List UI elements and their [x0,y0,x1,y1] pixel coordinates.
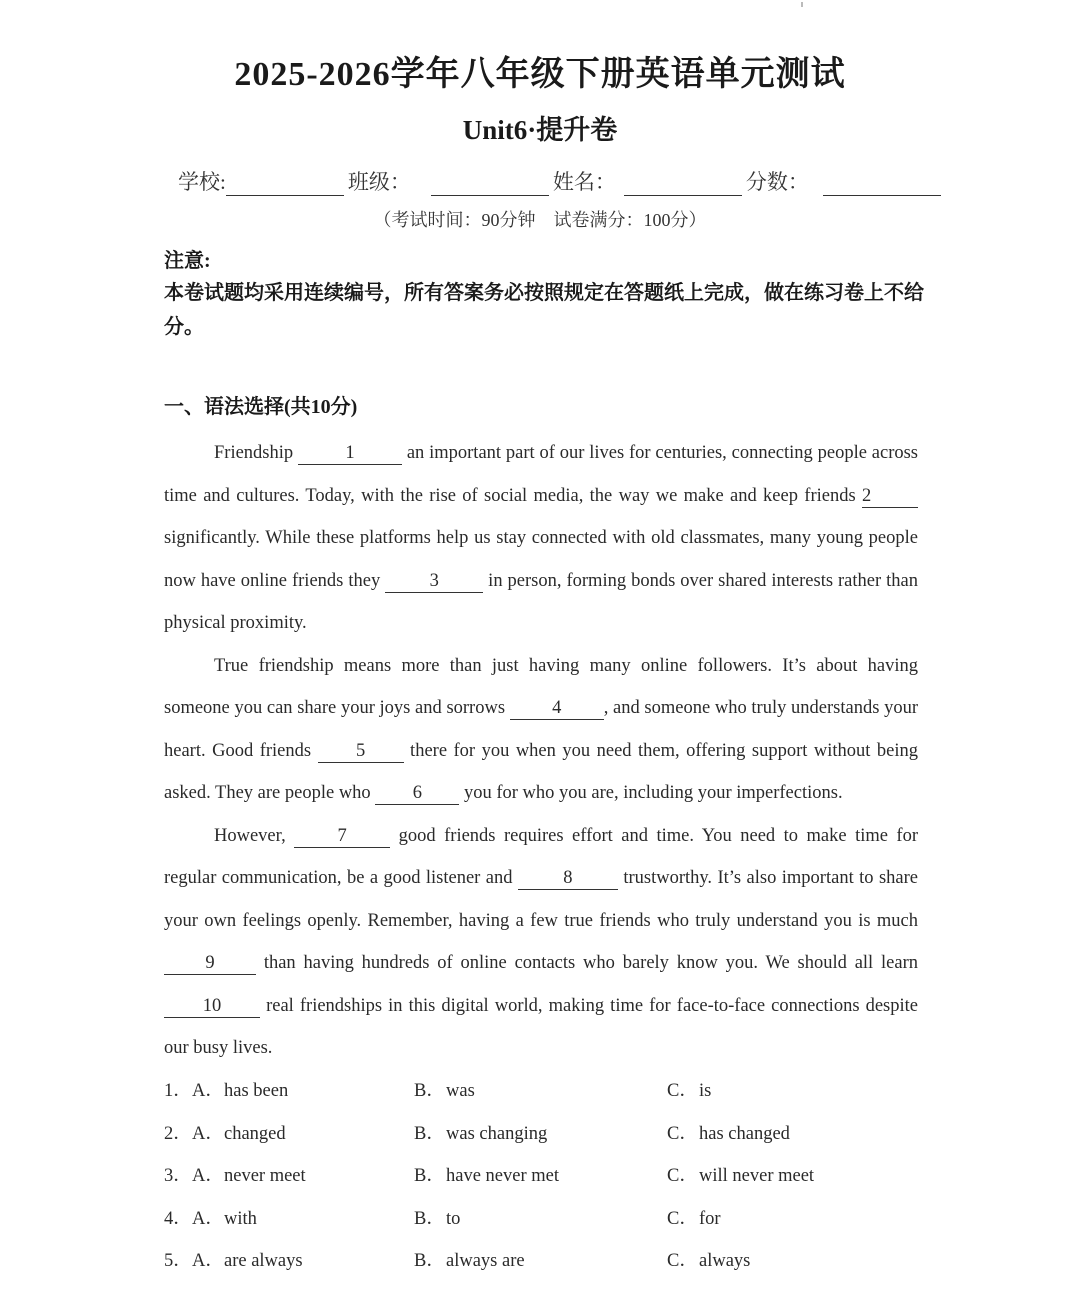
score-field[interactable] [823,171,941,196]
passage-text: trustworthy. It’s also important to share your own feelings openly. Remember, having a few true friends who truly understand you is much [164,868,918,931]
option-c[interactable] [667,1240,750,1283]
option-letter: C． [667,1251,698,1271]
option-letter: B． [414,1081,445,1101]
option-text: is [699,1081,712,1101]
option-c[interactable] [667,1113,790,1156]
option-b[interactable] [414,1113,547,1156]
student-info-row [178,160,945,196]
passage-text: you for who you are, including your imperfections. [459,783,843,803]
option-text: always are [446,1251,525,1271]
blank-4[interactable]: 4 [510,697,604,720]
name-field[interactable] [624,171,742,196]
option-a[interactable] [192,1198,257,1241]
class-field[interactable] [431,171,549,196]
question-number: 4． [164,1208,192,1229]
school-label: 学校: [178,170,226,194]
question-row [164,1070,924,1113]
passage-text: Friendship [214,443,298,463]
option-text: has been [224,1081,289,1101]
reading-passage [164,432,918,1070]
blank-8[interactable]: 8 [518,867,618,890]
option-letter: B． [414,1251,445,1271]
page-title: 2025-2026学年八年级下册英语单元测试 [234,56,846,93]
option-text: for [699,1208,721,1229]
section-heading: 一、语法选择(共10分) [164,396,358,418]
blank-9[interactable]: 9 [164,952,256,975]
blank-5[interactable]: 5 [318,740,404,763]
blank-6[interactable]: 6 [375,782,459,805]
score-label: 分数： [745,170,809,194]
option-c[interactable] [667,1155,814,1198]
class-label: 班级： [347,170,411,194]
passage-text: , and someone who truly understands your heart. Good friends [164,698,918,761]
option-a[interactable] [192,1070,288,1113]
blank-10[interactable]: 10 [164,995,260,1018]
name-label: 姓名： [552,170,616,194]
passage-text: good friends requires effort and time. You need to make time for regular communication, be a good listener and [164,825,918,888]
passage-text: real friendships in this digital world, making time for face-to-face connections despite our busy lives. [164,995,918,1058]
option-b[interactable] [414,1198,460,1241]
notice-text: 本卷试题均采用连续编号，所有答案务必按照规定在答题纸上完成，做在练习卷上不给分。 [164,282,924,338]
question-row [164,1198,924,1241]
notice-title: 注意: [164,250,211,272]
passage-text: there for you when you need them, offering support without being asked. They are people who [164,740,918,803]
option-letter: B． [414,1166,445,1186]
option-text: are always [224,1251,303,1271]
passage-text: than having hundreds of online contacts who barely know you. We should all learn [256,953,918,973]
option-text: has changed [699,1123,790,1144]
blank-1[interactable]: 1 [298,442,402,465]
passage-paragraph-3 [164,815,918,1070]
blank-3[interactable]: 3 [385,570,483,593]
passage-text: an important part of our lives for centuries, connecting people across time and cultures. Today, with the rise of social media, the way we make and keep friends [164,443,919,506]
option-letter: C． [667,1123,698,1144]
passage-text: significantly. While these platforms help us stay connected with old classmates, many young people now have online friends they [164,528,918,591]
option-text: with [224,1208,257,1229]
option-a[interactable] [192,1240,303,1283]
option-letter: A． [192,1081,224,1101]
option-letter: A． [192,1208,224,1229]
passage-paragraph-1 [164,432,918,645]
question-row [164,1155,924,1198]
exam-time: （考试时间：90分钟 试卷满分：100分） [373,210,707,230]
question-number: 1． [164,1081,192,1101]
school-field[interactable] [226,171,344,196]
option-letter: A． [192,1166,224,1186]
passage-paragraph-2 [164,645,918,815]
passage-text: in person, forming bonds over shared interests rather than physical proximity. [164,570,918,633]
option-letter: A． [192,1123,224,1144]
option-text: changed [224,1123,286,1144]
option-letter: B． [414,1208,445,1229]
question-number: 3． [164,1166,192,1186]
question-row [164,1240,924,1283]
passage-text: True friendship means more than just having many online followers. It’s about having someone you can share your joys and sorrows [164,655,918,718]
option-a[interactable] [192,1113,286,1156]
question-number: 2． [164,1123,192,1144]
option-text: will never meet [699,1166,815,1186]
option-text: was changing [446,1123,548,1144]
scan-mark [801,2,803,7]
option-letter: C． [667,1208,698,1229]
page-subtitle: Unit6·提升卷 [462,115,618,145]
blank-2[interactable]: 2 [862,485,918,508]
option-letter: A． [192,1251,224,1271]
option-b[interactable] [414,1240,525,1283]
passage-text: However, [214,825,295,846]
blank-7[interactable]: 7 [294,825,390,848]
option-b[interactable] [414,1155,559,1198]
option-letter: B． [414,1123,445,1144]
question-number: 5． [164,1251,192,1271]
option-text: never meet [224,1166,306,1186]
option-letter: C． [667,1081,698,1101]
option-a[interactable] [192,1155,306,1198]
option-c[interactable] [667,1198,721,1241]
option-letter: C． [667,1166,698,1186]
question-row [164,1113,924,1156]
option-c[interactable] [667,1070,711,1113]
option-text: always [699,1251,751,1271]
option-text: have never met [446,1166,559,1186]
answer-options [164,1070,924,1283]
option-text: to [446,1208,461,1229]
option-b[interactable] [414,1070,475,1113]
option-text: was [446,1081,475,1101]
